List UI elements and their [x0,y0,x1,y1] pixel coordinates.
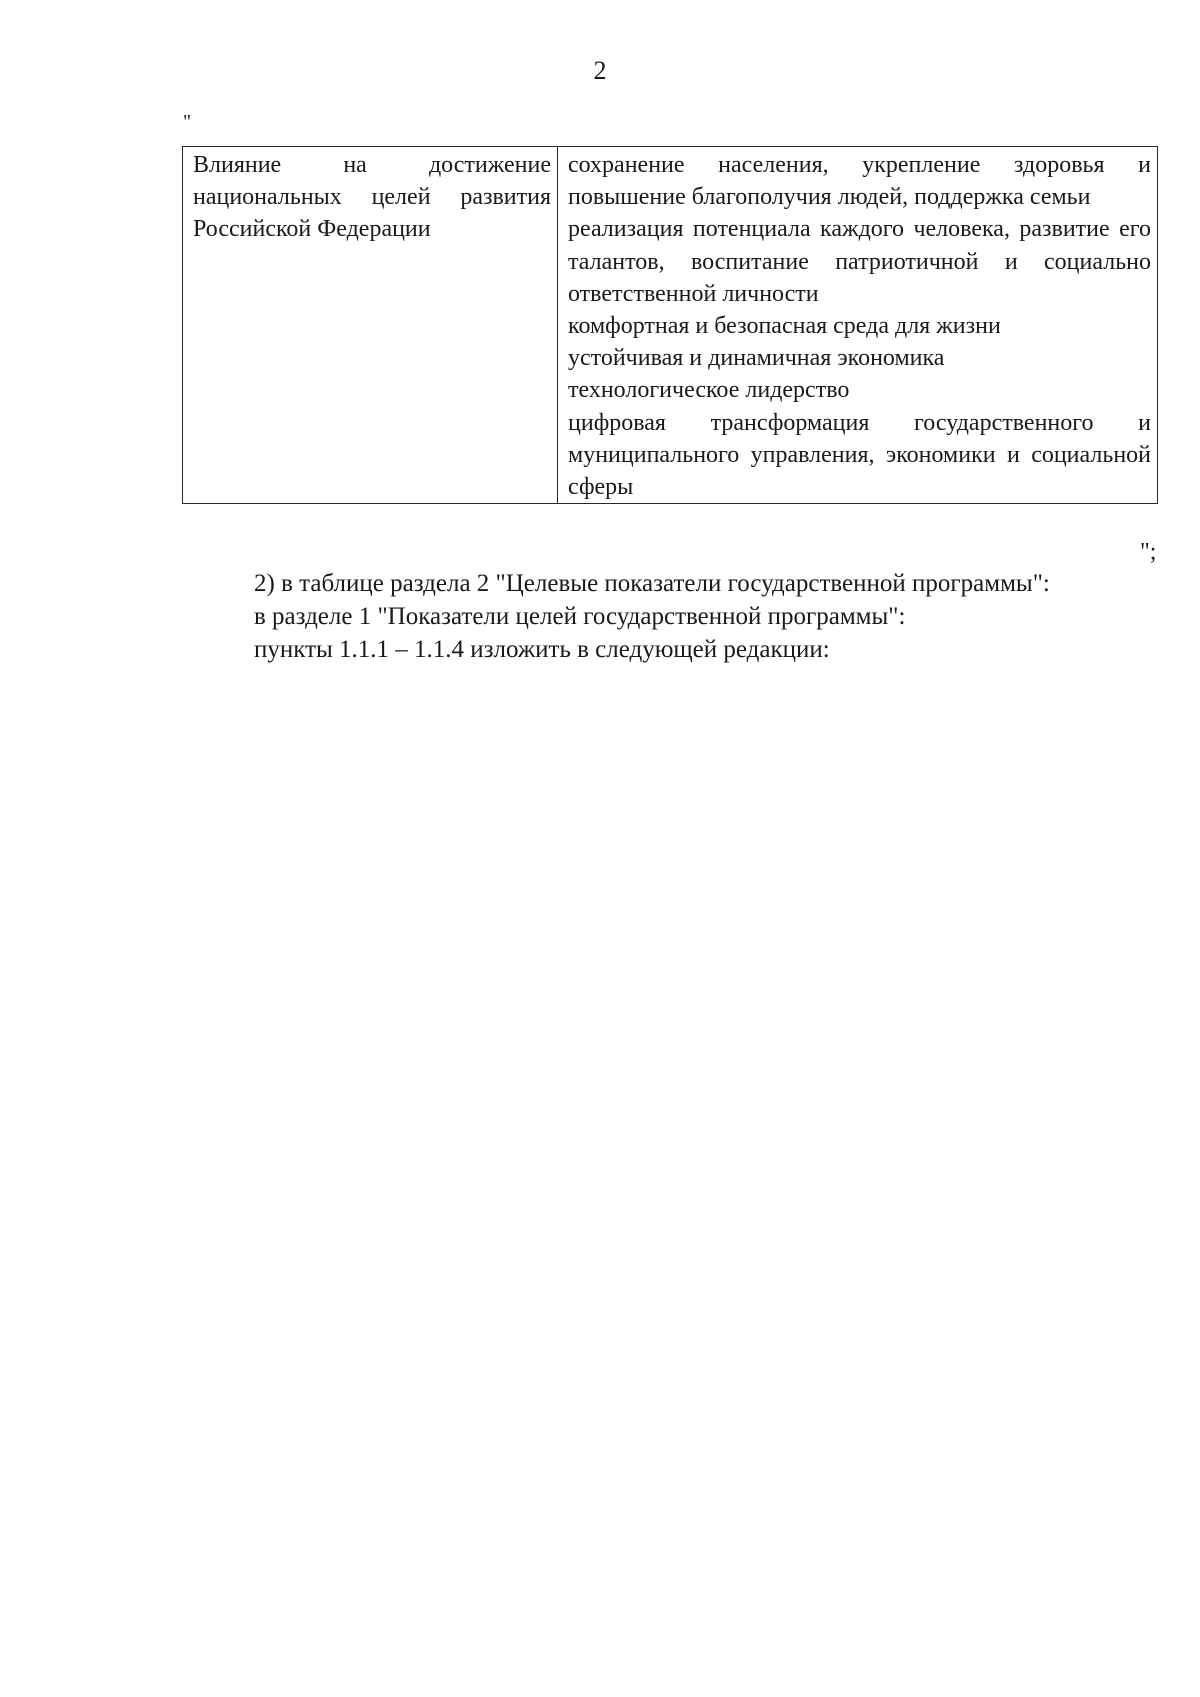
program-passport-table [182,146,1158,504]
closing-quote-mark: "; [1140,539,1157,565]
row-label-cell: Влияние на достижение национальных целей развития Российской Федерации [183,147,558,504]
national-goal-item: комфортная и безопасная среда для жизни [568,313,1001,340]
amendment-paragraph: пункты 1.1.1 – 1.1.4 изложить в следующей редакции: [254,636,830,663]
amendment-paragraph: 2) в таблице раздела 2 "Целевые показатели государственной программы": [254,570,1050,597]
national-goal-item: технологическое лидерство [568,377,850,404]
national-goal-item: устойчивая и динамичная экономика [568,345,945,372]
amendment-paragraph: в разделе 1 "Показатели целей государственной программы": [254,603,906,630]
table-row [183,147,1158,504]
opening-quote-mark: " [183,111,192,133]
national-goal-item: цифровая трансформация государственного и муниципального управления, экономики и социальной сферы [568,409,1151,501]
national-goal-item: сохранение населения, укрепление здоровья и повышение благополучия людей, поддержка семьи [568,152,1151,211]
national-goal-item: реализация потенциала каждого человека, развитие его талантов, воспитание патриотичной и социально ответственной личности [568,216,1151,307]
amendment-text [254,567,1174,666]
national-goals-cell [558,147,1158,504]
page-number: 2 [593,56,607,85]
